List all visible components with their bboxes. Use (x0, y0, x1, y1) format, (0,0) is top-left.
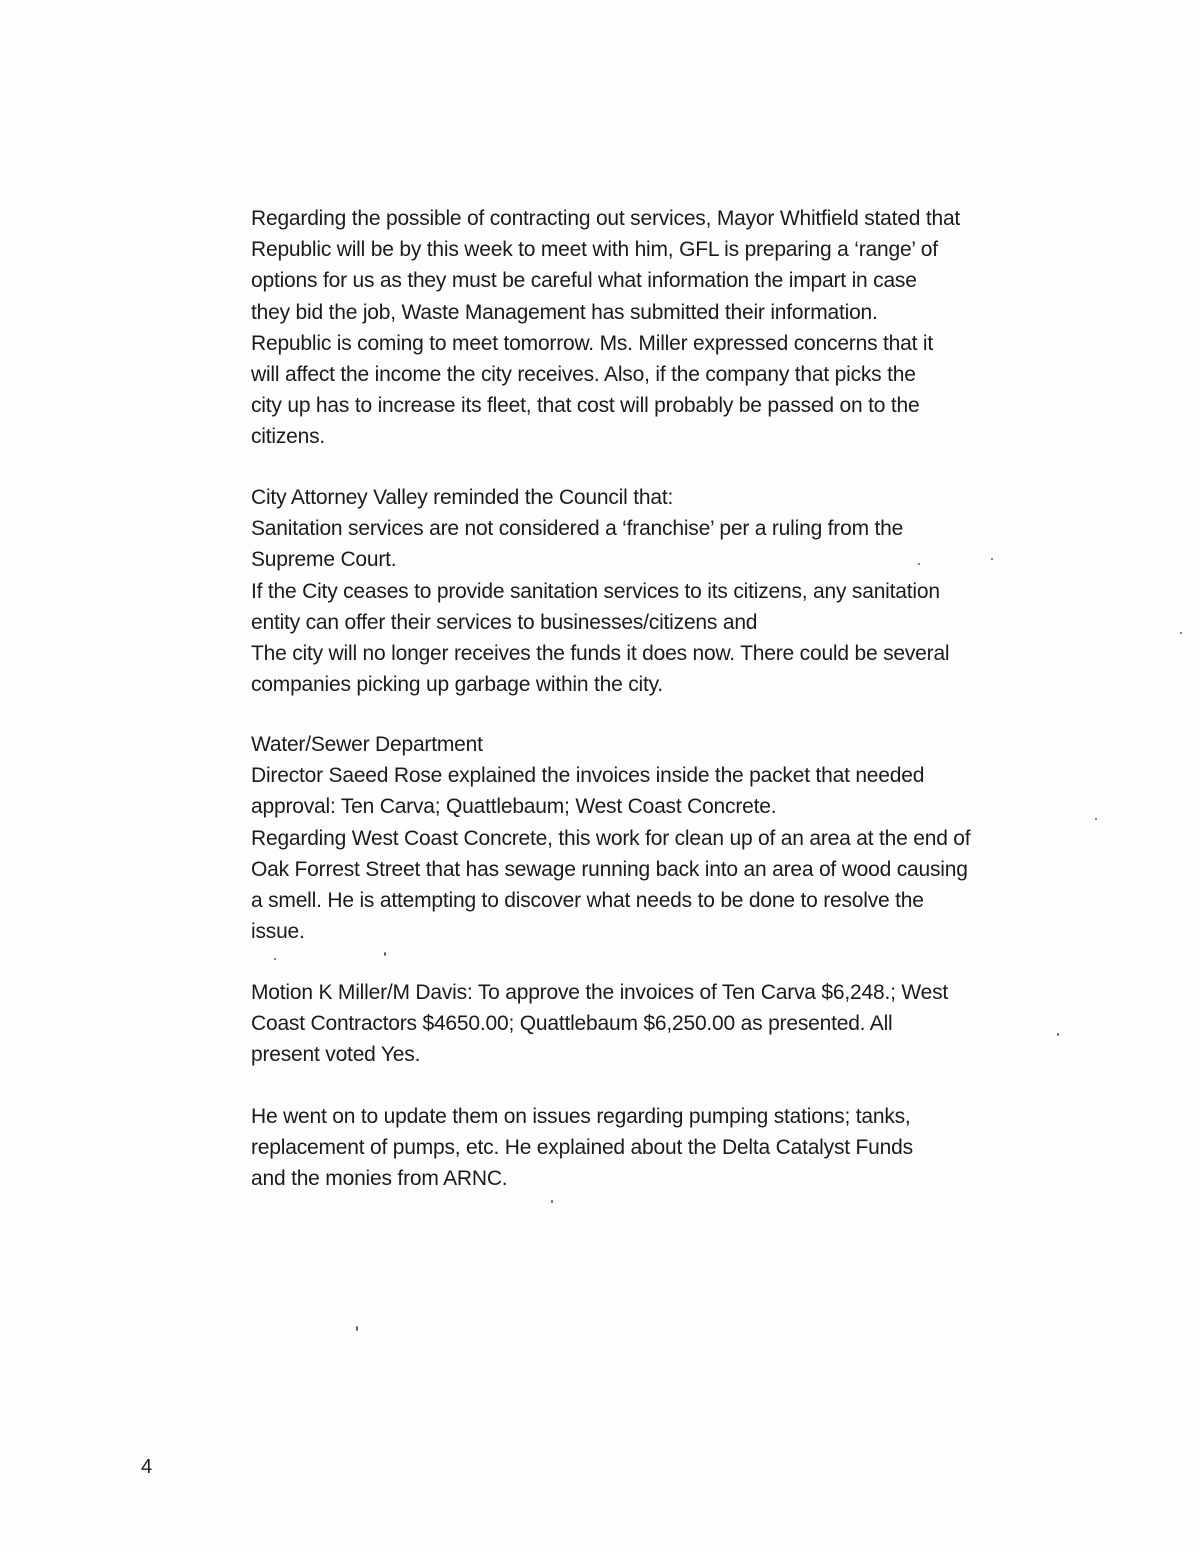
paragraph-attorney (251, 482, 1101, 700)
scan-speck (1057, 1033, 1059, 1036)
text-line: He went on to update them on issues regarding pumping stations; tanks, (251, 1105, 911, 1128)
paragraph-water-sewer (251, 729, 1101, 947)
text-line: If the City ceases to provide sanitation services to its citizens, any sanitation (251, 579, 940, 603)
scan-speck (384, 952, 386, 956)
text-line: Republic is coming to meet tomorrow. Ms. Miller expressed concerns that it (251, 331, 933, 355)
text-line: approval: Ten Carva; Quattlebaum; West Coast Concrete. (251, 795, 777, 819)
text-line: Regarding West Coast Concrete, this work for clean up of an area at the end of (251, 826, 971, 850)
text-line: will affect the income the city receives. Also, if the company that picks the (251, 363, 916, 387)
text-line: options for us as they must be careful what information the impart in case (251, 269, 917, 293)
paragraph-motion (251, 977, 1101, 1071)
paragraph-contracting (251, 203, 1101, 453)
text-line: city up has to increase its fleet, that cost will probably be passed on to the (251, 394, 920, 418)
page-number: 4 (141, 1456, 153, 1478)
text-line: Oak Forrest Street that has sewage running back into an area of wood causing (251, 857, 968, 881)
text-line: companies picking up garbage within the city. (251, 673, 664, 697)
scan-speck (1180, 632, 1182, 634)
scan-speck (1095, 818, 1097, 820)
text-line: Coast Contractors $4650.00; Quattlebaum $6,250.00 as presented. All (251, 1012, 893, 1036)
scan-speck (274, 958, 276, 960)
section-heading: Water/Sewer Department (251, 733, 483, 756)
text-line: citizens. (251, 425, 326, 449)
scan-speck (551, 1200, 553, 1203)
text-line: present voted Yes. (251, 1043, 421, 1067)
text-line: The city will no longer receives the funds it does now. There could be several (251, 642, 950, 666)
scan-speck (991, 558, 993, 560)
text-line: Motion K Miller/M Davis: To approve the invoices of Ten Carva $6,248.; West (251, 981, 949, 1004)
text-line: a smell. He is attempting to discover what needs to be done to resolve the (251, 889, 924, 913)
text-line: they bid the job, Waste Management has submitted their information. (251, 300, 878, 324)
text-line: replacement of pumps, etc. He explained about the Delta Catalyst Funds (251, 1136, 913, 1160)
text-line: Supreme Court. (251, 548, 397, 572)
text-line: Director Saeed Rose explained the invoices inside the packet that needed (251, 764, 925, 788)
scan-speck (918, 563, 920, 565)
scan-speck (356, 1326, 358, 1331)
text-line: Sanitation services are not considered a ‘franchise’ per a ruling from the (251, 517, 904, 541)
text-line: and the monies from ARNC. (251, 1167, 508, 1191)
text-line: issue. (251, 920, 305, 944)
text-line: City Attorney Valley reminded the Council that: (251, 486, 674, 509)
text-line: entity can offer their services to businesses/citizens and (251, 610, 758, 634)
text-line: Republic will be by this week to meet with him, GFL is preparing a ‘range’ of (251, 238, 938, 262)
text-line: Regarding the possible of contracting out services, Mayor Whitfield stated that (251, 207, 961, 230)
paragraph-update (251, 1101, 1101, 1195)
